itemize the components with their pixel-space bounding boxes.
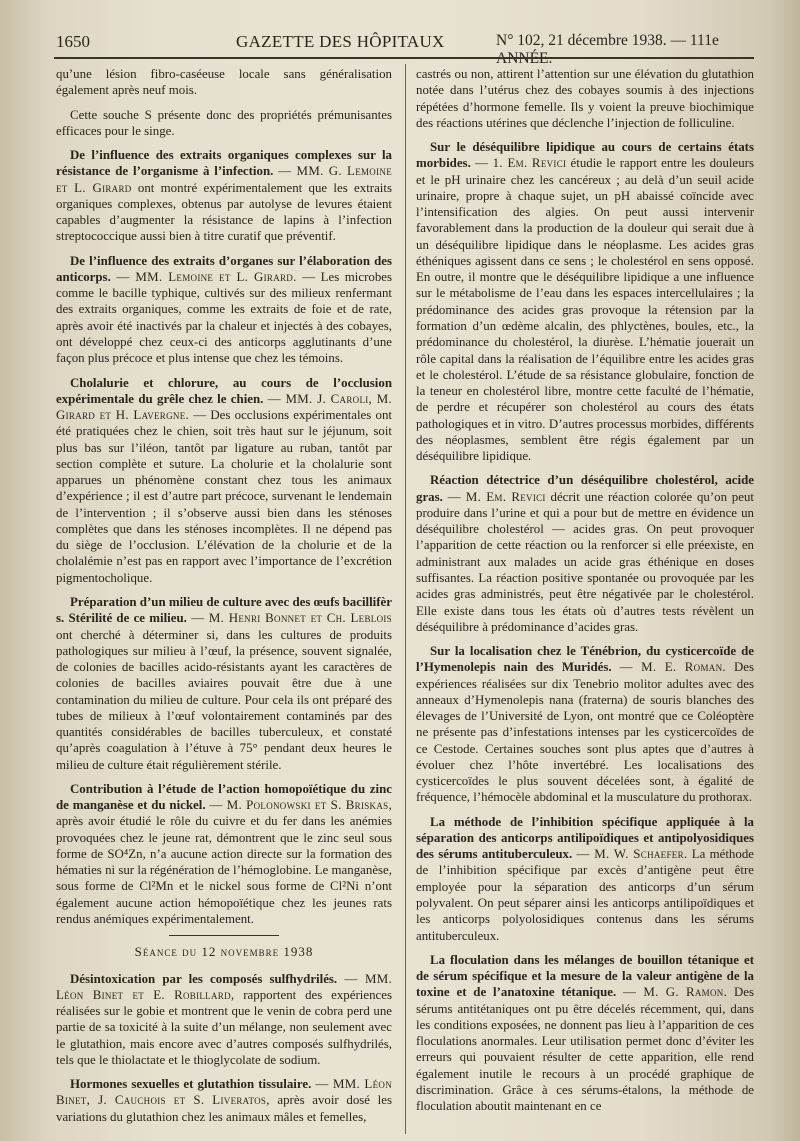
article-text: décrit une réaction colorée qu’on peut produire dans l’urine et qui a pour but de mettre en évidence un déséquilibre cholestérol — acides gras. On peut provoquer l’apparition de cette réaction ou la renforcer si elle préexiste, en administrant aux malades un acide gras éthénique en doses suffisantes. La réaction positive spontanée ou provoquée par les acides gras administrés, peut être négativée par le cholestérol. Elle existe dans tous les états où d’autres tests révèlent un déséquilibre à prédominance d’acides gras. — [416, 489, 755, 634]
article-paragraph — [56, 594, 392, 773]
article-title: Désintoxication par les composés sulfhydrilés. — [70, 971, 338, 986]
article-paragraph — [56, 253, 392, 367]
article-text: castrés ou non, attirent l’attention sur une élévation du glutathion notée dans l’utérus chez des cobayes soumis à des injections répétées d’hormone femelle. Ils y voient la preuve biochimique des réactions utérines que déclenche l’injection de folliculine. — [416, 67, 754, 130]
article-title: Cholalurie et chlorure, au cours de l’occlusion expérimentale du grêle chez le chien. — [56, 375, 392, 406]
article-paragraph — [56, 107, 392, 140]
article-text: rapportent des expériences réalisées sur le gobie et montrent que le venin de cobra perd une partie de sa toxicité à la suite d’un mélange, non seulement avec le glutathion, mais encore avec d’autres composés sulfhydrilés, tels que le thiolactate et le thioglycolate de sodium. — [56, 987, 392, 1067]
page-number: 1650 — [56, 32, 90, 51]
article-title: Contribution à l’étude de l’action homopoïétique du zinc de manganèse et du nickel. — [56, 781, 392, 813]
session-heading: Séance du 12 novembre 1938 — [134, 944, 314, 960]
article-text: ont montré expérimentalement que les extraits organiques complexes, obtenus par autolyse de levures étaient capables d’augmenter la résistance de lapins à l’infection streptococcique aussi bien à titre curatif que préventif. — [56, 180, 392, 244]
article-title: Préparation d’un milieu de culture avec des œufs bacillifèr s. Stérilité de ce milieu. — [56, 594, 393, 626]
article-title: De l’influence des extraits organiques complexes sur la résistance de l’organisme à l’infection. — [56, 148, 392, 179]
article-authors: — M. Henri Bonnet et Ch. Leblois — [191, 611, 392, 626]
article-authors: — MM. G. Lemoine et L. Girard — [56, 164, 392, 195]
issue-info: N° 102, 21 décembre 1938. — 111e — [496, 32, 719, 49]
column-divider — [405, 64, 406, 1134]
article-paragraph — [56, 375, 392, 586]
article-paragraph — [416, 814, 754, 944]
continued-paragraph — [416, 66, 754, 131]
article-paragraph — [56, 971, 392, 1069]
journal-title: GAZETTE DES HÔPITAUX — [236, 32, 445, 51]
article-title: La floculation dans les mélanges de bouillon tétanique et de sérum spécifique et la mesure de la valeur antigène de la toxine et de l’anatoxine tétanique. — [416, 952, 754, 1000]
article-authors: — MM. Léon Binet, J. Cauchois et S. Liveratos, — [56, 1077, 392, 1108]
article-text: Des expériences réalisées sur dix Tenebrio molitor adultes avec des anneaux d’Hymenolepis nana (fraterna) de souris blanches des élevages de l’Université de Lyon, ont montré que ce Coléoptère ne présente pas d’infestations intenses par les cysticercoïdes de ce Cestode. Certaines souches sont plus aptes que d’autres à évoluer chez l’hôte invertébré. Les localisations des cysticercoïdes le plus souvent décelées sont, à égalité de fréquence, l’hémocèle abdominal et la musculature du prothorax. — [416, 660, 754, 805]
article-title: Réaction détectrice d’un déséquilibre cholestérol, acide gras. — [416, 473, 754, 504]
right-column — [416, 66, 754, 1122]
article-text: qu’une lésion fibro-caséeuse locale sans généralisation également après neuf mois. — [56, 67, 392, 98]
article-text: étudie le rapport entre les douleurs et le pH urinaire chez les cancéreux ; au delà d’un seuil acide urinaire, propre à chaque sujet, un pH abaissé coïncide avec l’intensification des algies. On peut aussi intervenir favorablement dans la production de la douleur qui serait due à un déséquilibre lipidique dans le néoplasme. Les acides gras éthéniques agissent dans ce sens ; le cholestérol en sens opposé. En outre, il montre que le déséquilibre lipidique a une influence sur le métabolisme de l’eau dans les espaces intercellulaires ; la prédominance des acides gras provoque la rétension par la formation d’un œdème alcalin, des phlyctènes, boules, etc., la prédominance du cholestérol, la diurèse. L’hématie jouerait un rôle capital dans la réalisation de l’équilibre entre les acides gras et le cholestérol. L’étude de sa résistance globulaire, fonction de la teneur en cholestérol libre, montre cette faculté de l’hématie, de perdre et récupérer son cholestérol au cours des états pathologiques et in vitro. D’autres processus morbides, différents des néoplasmes, semblent être régis également par un déséquilibre lipidique. — [416, 156, 754, 464]
article-authors: — MM. J. Caroli, M. Girard et H. Lavergne. — [56, 391, 392, 423]
article-paragraph — [56, 781, 392, 927]
article-authors: — M. E. Roman. — [619, 660, 726, 675]
article-authors: — M. Em. Revici — [447, 489, 546, 504]
article-title: La méthode de l’inhibition spécifique appliquée à la séparation des anticorps antilipoïdiques et antipolyosidiques des sérums antituberculeux. — [416, 814, 754, 862]
article-text: ont cherché à déterminer si, dans les cultures de produits pathologiques sur milieu à l’œuf, la présence, souvent signalée, de colonies de bacilles acido-résistants ayant les caractères de colonies de bacilles aviaires pouvait être due à une contamination du milieu de culture. Pour cela ils ont préparé des tubes de milieux à l’œuf volontairement contaminés par des quantités considérables de bacilles tuberculeux, et constaté qu’après coagulation à l’étuve à 75° pendant deux heures le milieu de culture était régulièrement stérile. — [56, 627, 392, 772]
article-text: — Les microbes comme le bacille typhique, cultivés sur des milieux renfermant des extraits organiques, comme les extraits de foie et de rate, après avoir été inactivés par la chaleur et injectés à des cobayes, ont développé chez ceux-ci des anticorps agglutinants d’une façon plus précoce et plus intense que chez les témoins. — [56, 269, 393, 366]
left-column — [56, 66, 392, 1133]
article-title: Sur le déséquilibre lipidique au cours de certains états morbides. — [416, 140, 754, 171]
article-text: après avoir étudié le rôle du cuivre et du fer dans les anémies provoquées chez le jeune rat, démontrent que le zinc seul sous forme de SO⁴Zn, n’a aucune action directe sur la formation des hématies ni sur la régénération de l’hémoglobine. Le manganèse, sous forme de Cl²Mn et le nickel sous forme de Cl²Ni n’ont également aucune action hémopoïétique chez les jeunes rats rendus anémiques expérimentalement. — [56, 814, 392, 927]
article-paragraph — [56, 1076, 392, 1125]
article-text: — Des occlusions expérimentales ont été pratiquées chez le chien, soit très haut sur le jéjunum, soit plus bas sur l’iléon, tantôt par ligature au ruban, tantôt par section complète et suture. La cholurie et la cholalurie sont apparues un phénomène constant chez tous les animaux d’expérience ; il est d’autre part précoce, survenant le lendemain de l’intervention ; il s’observe aussi bien dans les sténoses complètes que dans les sténoses incomplètes. Il ne dépend pas du siège de l’occlusion. L’élévation de la cholurie et de la cholalémie n’est pas en rapport avec l’importance de l’excrétion pigmentocholique. — [56, 408, 392, 585]
article-paragraph — [56, 147, 392, 245]
article-authors: — MM. Lemoine et L. Girard. — [116, 269, 297, 284]
article-authors: — M. Polonowski et S. Briskas, — [209, 798, 392, 813]
page-header — [56, 26, 756, 56]
article-title: Sur la localisation chez le Ténébrion, du cysticercoïde de l’Hymenolepis nain des Muridés. — [416, 644, 754, 675]
article-paragraph — [416, 952, 754, 1115]
article-text: Cette souche S présente donc des propriétés prémunisantes efficaces pour le singe. — [56, 107, 392, 138]
article-authors: — M. G. Ramon. — [623, 985, 728, 1000]
article-paragraph — [416, 643, 754, 806]
article-text: après avoir dosé les variations du glutathion chez les animaux mâles et femelles, — [56, 1093, 392, 1124]
session-rule — [169, 935, 279, 936]
header-rule — [54, 57, 754, 59]
article-authors: — M. W. Schaefer. — [576, 847, 688, 862]
article-authors: — MM. Léon Binet et E. Robillard, — [56, 971, 392, 1002]
continued-paragraph — [56, 66, 392, 99]
article-authors: — 1. Em. Revici — [475, 156, 567, 171]
article-paragraph — [416, 472, 754, 635]
article-text: La méthode de l’inhibition spécifique par excès d’antigène peut être employée pour la séparation des anticorps d’un sérum polyvalent. On peut séparer ainsi les anticorps antilipoïdiques et les anticorps polyolosidiques contenus dans les sérums antituberculeux. — [416, 847, 754, 943]
article-title: De l’influence des extraits d’organes sur l’élaboration des anticorps. — [56, 253, 392, 284]
article-text: Des sérums antitétaniques ont pu être décelés récemment, qui, dans les conditions exposées, ne donnent pas lieu à l’apparition de ces floculations anormales. Leur utilisation permet donc d’éviter les erreurs qui pouvaient résulter de cette apparition, elle rend également inutile le recours à un procédé graphique de discrimination. Grâce à ces sérums-étalons, la méthode de floculation aboutit maintenant en ce — [416, 985, 754, 1114]
article-title: Hormones sexuelles et glutathion tissulaire. — [70, 1077, 312, 1092]
article-paragraph — [416, 139, 754, 464]
